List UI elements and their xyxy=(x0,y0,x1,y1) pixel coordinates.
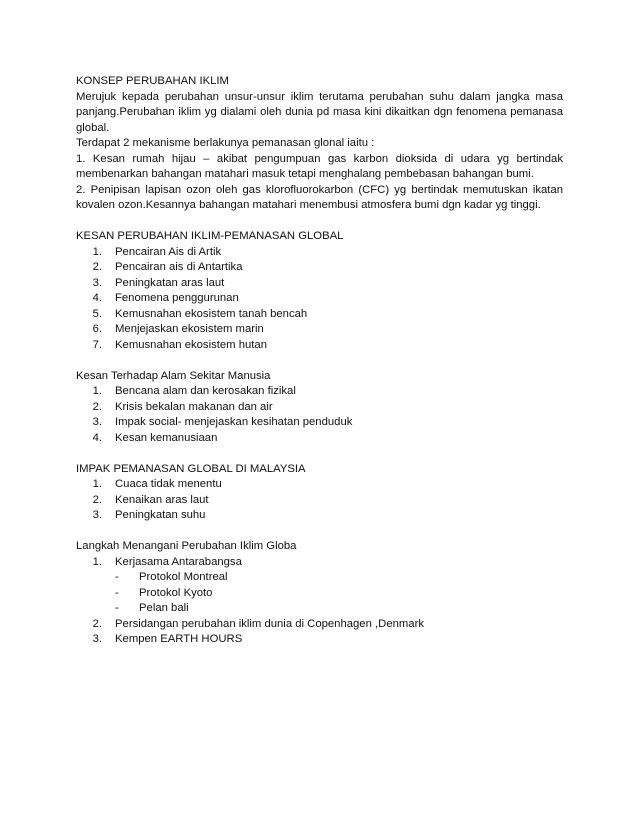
list-text: Pencairan Ais di Artik xyxy=(115,245,222,258)
list-text: Protokol Montreal xyxy=(139,571,228,583)
document-content xyxy=(76,74,563,648)
section-heading: Langkah Menangani Perubahan Iklim Globa xyxy=(76,540,297,552)
list-text: Kerjasama Antarabangsa xyxy=(115,555,242,568)
list-item xyxy=(76,555,563,571)
list-text: Menjejaskan ekosistem marin xyxy=(115,323,264,335)
list-number: 2. xyxy=(92,261,102,273)
list-text: Peningkatan aras laut xyxy=(115,276,225,289)
paragraph: Terdapat 2 mekanisme berlakunya pemanasan glonal iaitu : xyxy=(76,137,375,149)
list-number: 2. xyxy=(92,400,102,413)
paragraph: 2. Penipisan lapisan ozon oleh gas klorofluorokarbon (CFC) yg bertindak memutuskan ikatan kovalen ozon.Kesannya bahangan matahari menembusi atmosfera bumi dgn kadar yg tinggi. xyxy=(76,183,563,211)
list-item xyxy=(76,276,563,292)
list-text: Impak social- menjejaskan kesihatan penduduk xyxy=(115,416,353,428)
list-text: Krisis bekalan makanan dan air xyxy=(115,400,273,413)
list-number: 4. xyxy=(92,292,102,304)
list-dash: - xyxy=(115,571,119,583)
list-number: 6. xyxy=(92,323,102,335)
list-item xyxy=(76,245,563,261)
list-number: 3. xyxy=(92,416,102,428)
list-number: 2. xyxy=(92,617,102,630)
list-text: Kenaikan aras laut xyxy=(115,493,209,506)
sub-list-item xyxy=(76,570,563,586)
list-text: Pencairan ais di Antartika xyxy=(115,261,243,273)
list-dash: - xyxy=(115,602,119,614)
list-number: 5. xyxy=(92,307,102,320)
section-kesan-global xyxy=(76,229,563,353)
list-number: 2. xyxy=(92,493,102,506)
list-item xyxy=(76,477,563,493)
list-item xyxy=(76,493,563,509)
list-number: 3. xyxy=(92,276,102,289)
list-text: Kesan kemanusiaan xyxy=(115,431,218,444)
list-item xyxy=(76,617,563,633)
list-text: Peningkatan suhu xyxy=(115,509,206,521)
list-item xyxy=(76,415,563,431)
list-text: Fenomena penggurunan xyxy=(115,292,239,304)
list-text: Kemusnahan ekosistem hutan xyxy=(115,338,267,351)
section-heading: KESAN PERUBAHAN IKLIM-PEMANASAN GLOBAL xyxy=(76,230,344,242)
list-item xyxy=(76,384,563,400)
paragraph: Merujuk kepada perubahan unsur-unsur iklim terutama perubahan suhu dalam jangka masa panjang.Perubahan iklim yg dialami oleh dunia pd masa kini dikaitkan dgn fenomena pemanasa global. xyxy=(76,90,563,134)
list-item xyxy=(76,400,563,416)
list-number: 1. xyxy=(92,478,102,490)
section-kesan-manusia xyxy=(76,369,563,447)
list-item xyxy=(76,508,563,524)
section-konsep xyxy=(76,74,563,214)
section-heading: IMPAK PEMANASAN GLOBAL DI MALAYSIA xyxy=(76,462,306,475)
section-impak-malaysia xyxy=(76,462,563,524)
section-heading: Kesan Terhadap Alam Sekitar Manusia xyxy=(76,369,271,382)
list-item xyxy=(76,632,563,648)
list-item xyxy=(76,338,563,354)
list-number: 3. xyxy=(92,633,102,645)
section-heading: KONSEP PERUBAHAN IKLIM xyxy=(76,75,229,87)
list-item xyxy=(76,291,563,307)
list-item xyxy=(76,260,563,276)
list-text: Pelan bali xyxy=(139,602,189,614)
sub-list-item xyxy=(76,586,563,602)
list-text: Cuaca tidak menentu xyxy=(115,478,222,490)
list-text: Persidangan perubahan iklim dunia di Copenhagen ,Denmark xyxy=(115,617,424,630)
list-text: Kempen EARTH HOURS xyxy=(115,633,243,645)
section-langkah xyxy=(76,539,563,648)
list-text: Kemusnahan ekosistem tanah bencah xyxy=(115,307,308,320)
list-number: 4. xyxy=(92,431,102,444)
list-item xyxy=(76,322,563,338)
list-item xyxy=(76,431,563,447)
list-dash: - xyxy=(115,586,119,599)
list-number: 7. xyxy=(92,338,102,351)
list-item xyxy=(76,307,563,323)
paragraph: 1. Kesan rumah hijau – akibat pengumpuan gas karbon dioksida di udara yg bertindak membenarkan bahangan matahari masuk tetapi menghalang pembebasan bahangan bumi. xyxy=(76,152,563,180)
list-number: 1. xyxy=(92,385,102,397)
list-text: Protokol Kyoto xyxy=(139,586,213,599)
list-text: Bencana alam dan kerosakan fizikal xyxy=(115,385,296,397)
list-number: 1. xyxy=(92,245,102,258)
list-number: 3. xyxy=(92,509,102,521)
list-number: 1. xyxy=(92,555,102,568)
sub-list-item xyxy=(76,601,563,617)
